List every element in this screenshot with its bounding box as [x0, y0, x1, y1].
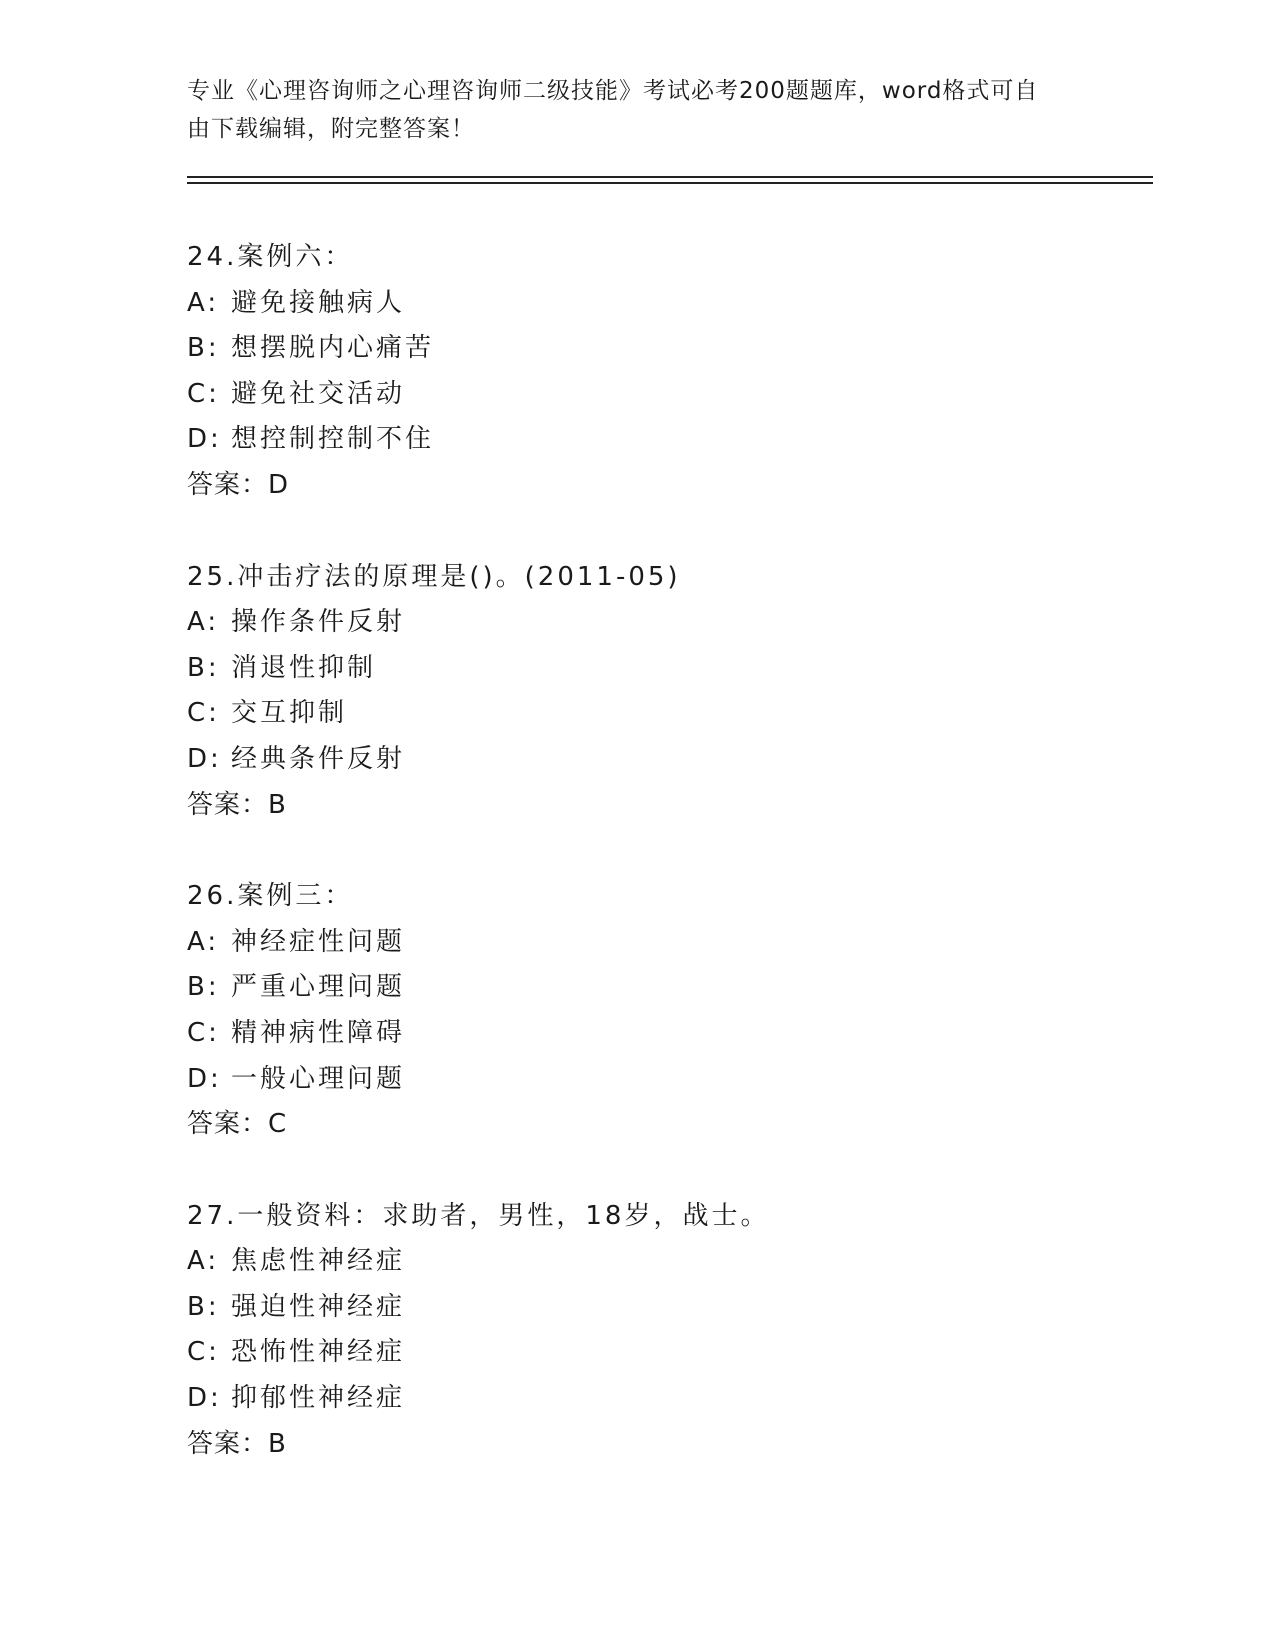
question-stem	[187, 874, 1147, 920]
option-d	[187, 1376, 1147, 1422]
option-text: 恐怖性神经症	[231, 1337, 406, 1368]
question-stem	[187, 1194, 1147, 1240]
option-label: C:	[187, 1337, 220, 1368]
option-label: C:	[187, 378, 220, 409]
option-label: B:	[187, 1291, 220, 1322]
question-stem	[187, 235, 1147, 281]
option-c	[187, 1330, 1147, 1376]
option-text: 避免社交活动	[231, 378, 406, 409]
question-26	[187, 874, 1147, 1148]
option-label: D:	[187, 424, 222, 455]
option-text: 神经症性问题	[231, 926, 406, 957]
question-25	[187, 555, 1147, 829]
option-text: 抑郁性神经症	[231, 1383, 406, 1414]
option-a	[187, 1239, 1147, 1285]
option-label: A:	[187, 287, 220, 318]
option-b	[187, 326, 1147, 372]
question-text: 冲击疗法的原理是()。(2011-05)	[237, 561, 681, 592]
option-c	[187, 1011, 1147, 1057]
option-c	[187, 372, 1147, 418]
option-d	[187, 417, 1147, 463]
option-label: D:	[187, 1063, 222, 1094]
header-line-2: 由下载编辑，附完整答案！	[187, 116, 475, 142]
option-text: 经典条件反射	[231, 743, 406, 774]
option-b	[187, 965, 1147, 1011]
option-label: B:	[187, 333, 220, 364]
option-text: 一般心理问题	[231, 1063, 406, 1094]
question-number: 24.	[187, 242, 238, 272]
option-label: A:	[187, 1246, 220, 1277]
option-a	[187, 600, 1147, 646]
option-b	[187, 646, 1147, 692]
header-divider-top	[187, 176, 1153, 178]
option-label: C:	[187, 1017, 220, 1048]
header-divider-bottom	[187, 182, 1153, 184]
option-c	[187, 691, 1147, 737]
answer: 答案：B	[187, 789, 287, 820]
option-b	[187, 1285, 1147, 1331]
question-number: 26.	[187, 881, 238, 912]
option-d	[187, 1057, 1147, 1103]
option-a	[187, 920, 1147, 966]
question-27	[187, 1194, 1147, 1468]
question-number: 27.	[187, 1200, 238, 1231]
option-text: 强迫性神经症	[231, 1291, 406, 1322]
answer: 答案：B	[187, 1428, 287, 1459]
option-text: 交互抑制	[231, 698, 348, 729]
option-label: B:	[187, 652, 220, 683]
option-d	[187, 737, 1147, 783]
option-text: 精神病性障碍	[231, 1017, 406, 1048]
question-list	[187, 235, 1147, 1513]
option-text: 焦虑性神经症	[231, 1246, 406, 1277]
document-header	[187, 72, 1087, 148]
option-text: 严重心理问题	[231, 972, 406, 1003]
question-text: 案例三：	[237, 881, 354, 912]
option-label: C:	[187, 698, 220, 729]
answer: 答案：C	[187, 1109, 288, 1140]
question-number: 25.	[187, 561, 238, 592]
option-label: D:	[187, 743, 222, 774]
option-text: 想摆脱内心痛苦	[231, 333, 435, 364]
option-a	[187, 281, 1147, 327]
answer: 答案：D	[187, 469, 290, 500]
option-text: 操作条件反射	[231, 607, 406, 638]
option-label: A:	[187, 607, 220, 638]
question-text: 案例六：	[237, 242, 354, 272]
option-text: 想控制控制不住	[231, 424, 435, 455]
question-24	[187, 235, 1147, 509]
header-line-1: 专业《心理咨询师之心理咨询师二级技能》考试必考200题题库，word格式可自	[187, 78, 1039, 104]
option-label: D:	[187, 1383, 222, 1414]
option-text: 消退性抑制	[231, 652, 377, 683]
option-label: B:	[187, 972, 220, 1003]
option-label: A:	[187, 926, 220, 957]
question-stem	[187, 555, 1147, 601]
option-text: 避免接触病人	[231, 287, 406, 318]
question-text: 一般资料：求助者，男性，18岁，战士。	[237, 1200, 770, 1231]
